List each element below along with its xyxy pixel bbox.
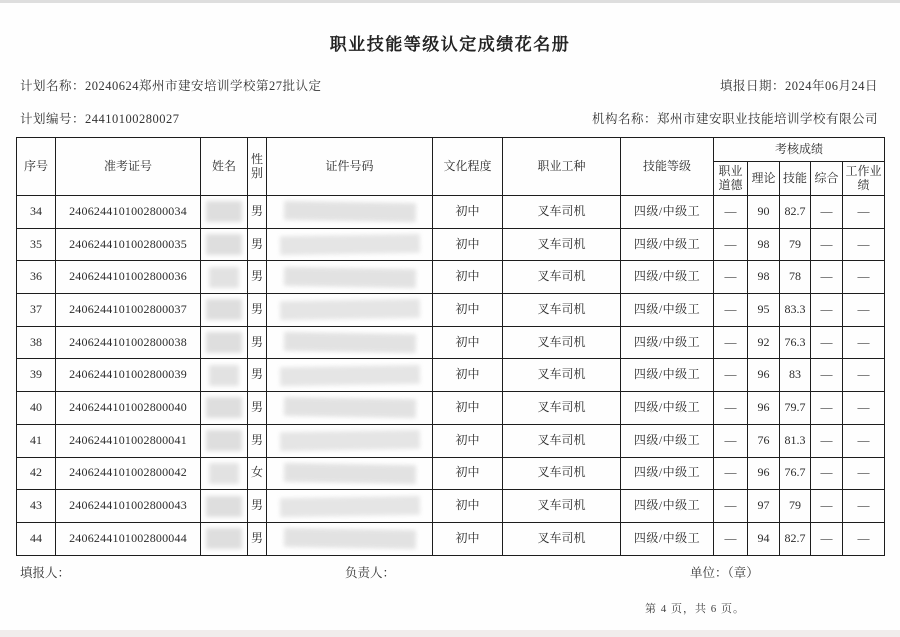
roster-table	[16, 137, 885, 556]
cell-occupation: 叉车司机	[503, 228, 621, 261]
cell-name	[201, 392, 248, 425]
redacted-name-blur	[209, 267, 239, 288]
page-title: 职业技能等级认定成绩花名册	[329, 35, 571, 54]
cell-work-score: —	[843, 326, 885, 359]
redacted-id-blur	[283, 397, 415, 418]
redacted-id-blur	[279, 365, 419, 386]
header-occupation: 职业工种	[503, 138, 621, 196]
cell-skill-level: 四级/中级工	[621, 261, 714, 294]
cell-education: 初中	[433, 457, 503, 490]
cell-theory-score: 98	[748, 261, 780, 294]
cell-occupation: 叉车司机	[503, 490, 621, 523]
cell-comprehensive-score: —	[811, 424, 843, 457]
table-row	[17, 457, 885, 490]
cell-education: 初中	[433, 490, 503, 523]
cell-comprehensive-score: —	[811, 392, 843, 425]
table-row	[17, 522, 885, 555]
redacted-name-blur	[206, 528, 242, 549]
cell-ethics-score: —	[714, 457, 748, 490]
cell-name	[201, 294, 248, 327]
table-row	[17, 294, 885, 327]
table-header	[17, 138, 885, 196]
cell-id-number	[267, 424, 433, 457]
filler-label: 填报人：	[20, 566, 71, 580]
cell-ticket: 2406244101002800044	[56, 522, 201, 555]
cell-name	[201, 228, 248, 261]
cell-id-number	[267, 196, 433, 229]
cell-occupation: 叉车司机	[503, 522, 621, 555]
header-comprehensive: 综合	[811, 162, 843, 196]
cell-skill-level: 四级/中级工	[621, 294, 714, 327]
redacted-id-blur	[283, 267, 415, 288]
cell-skill-level: 四级/中级工	[621, 359, 714, 392]
cell-ticket: 2406244101002800040	[56, 392, 201, 425]
cell-seq: 43	[17, 490, 56, 523]
cell-gender: 男	[248, 359, 267, 392]
cell-theory-score: 98	[748, 228, 780, 261]
cell-occupation: 叉车司机	[503, 359, 621, 392]
unit-label: 单位：（章）	[690, 566, 759, 580]
header-name: 姓名	[201, 138, 248, 196]
cell-skill-score: 82.7	[780, 522, 811, 555]
redacted-name-blur	[206, 397, 242, 418]
cell-education: 初中	[433, 261, 503, 294]
redacted-id-blur	[279, 234, 419, 255]
redacted-name-blur	[206, 332, 242, 353]
cell-education: 初中	[433, 424, 503, 457]
cell-occupation: 叉车司机	[503, 424, 621, 457]
page-number: 第 4 页，共 6 页。	[645, 603, 745, 615]
cell-gender: 男	[248, 326, 267, 359]
report-date: 填报日期：2024年06月24日	[719, 79, 878, 93]
cell-seq: 41	[17, 424, 56, 457]
cell-education: 初中	[433, 326, 503, 359]
cell-id-number	[267, 326, 433, 359]
cell-id-number	[267, 359, 433, 392]
cell-gender: 男	[248, 261, 267, 294]
cell-education: 初中	[433, 228, 503, 261]
header-ticket: 准考证号	[56, 138, 201, 196]
table-row	[17, 359, 885, 392]
cell-seq: 42	[17, 457, 56, 490]
cell-skill-level: 四级/中级工	[621, 457, 714, 490]
cell-theory-score: 97	[748, 490, 780, 523]
cell-gender: 女	[248, 457, 267, 490]
cell-theory-score: 96	[748, 392, 780, 425]
cell-ethics-score: —	[714, 261, 748, 294]
cell-ticket: 2406244101002800036	[56, 261, 201, 294]
cell-gender: 男	[248, 522, 267, 555]
manager-label: 负责人：	[345, 566, 396, 580]
cell-work-score: —	[843, 424, 885, 457]
table-row	[17, 490, 885, 523]
cell-comprehensive-score: —	[811, 228, 843, 261]
cell-skill-score: 78	[780, 261, 811, 294]
cell-work-score: —	[843, 294, 885, 327]
cell-ethics-score: —	[714, 392, 748, 425]
cell-skill-score: 83	[780, 359, 811, 392]
cell-theory-score: 90	[748, 196, 780, 229]
cell-id-number	[267, 294, 433, 327]
cell-skill-level: 四级/中级工	[621, 392, 714, 425]
cell-work-score: —	[843, 228, 885, 261]
cell-skill-level: 四级/中级工	[621, 228, 714, 261]
cell-comprehensive-score: —	[811, 457, 843, 490]
table-row	[17, 326, 885, 359]
cell-work-score: —	[843, 490, 885, 523]
cell-comprehensive-score: —	[811, 490, 843, 523]
cell-comprehensive-score: —	[811, 294, 843, 327]
redacted-name-blur	[209, 365, 239, 386]
cell-skill-score: 76.3	[780, 326, 811, 359]
cell-occupation: 叉车司机	[503, 326, 621, 359]
cell-theory-score: 92	[748, 326, 780, 359]
table-row	[17, 424, 885, 457]
table-row	[17, 261, 885, 294]
redacted-name-blur	[206, 201, 242, 222]
header-score-group: 考核成绩	[714, 138, 885, 162]
header-theory: 理论	[748, 162, 780, 196]
cell-name	[201, 196, 248, 229]
cell-gender: 男	[248, 490, 267, 523]
plan-number: 计划编号：24410100280027	[20, 112, 180, 126]
cell-theory-score: 94	[748, 522, 780, 555]
cell-seq: 34	[17, 196, 56, 229]
table-row	[17, 392, 885, 425]
header-ethics: 职业道德	[714, 162, 748, 196]
cell-theory-score: 96	[748, 359, 780, 392]
cell-id-number	[267, 457, 433, 490]
cell-skill-score: 76.7	[780, 457, 811, 490]
redacted-name-blur	[206, 496, 242, 517]
table-row	[17, 228, 885, 261]
cell-ticket: 2406244101002800038	[56, 326, 201, 359]
cell-work-score: —	[843, 392, 885, 425]
cell-work-score: —	[843, 359, 885, 392]
redacted-id-blur	[279, 430, 419, 451]
cell-education: 初中	[433, 294, 503, 327]
plan-name: 计划名称：20240624郑州市建安培训学校第27批认定	[20, 79, 322, 93]
cell-ethics-score: —	[714, 294, 748, 327]
cell-skill-score: 81.3	[780, 424, 811, 457]
cell-education: 初中	[433, 196, 503, 229]
cell-occupation: 叉车司机	[503, 196, 621, 229]
cell-comprehensive-score: —	[811, 196, 843, 229]
cell-work-score: —	[843, 261, 885, 294]
cell-gender: 男	[248, 392, 267, 425]
cell-name	[201, 424, 248, 457]
photo-bottom-edge	[0, 630, 900, 637]
cell-ticket: 2406244101002800041	[56, 424, 201, 457]
redacted-name-blur	[209, 463, 239, 484]
cell-education: 初中	[433, 359, 503, 392]
cell-gender: 男	[248, 424, 267, 457]
cell-ethics-score: —	[714, 196, 748, 229]
cell-ticket: 2406244101002800039	[56, 359, 201, 392]
cell-occupation: 叉车司机	[503, 457, 621, 490]
redacted-id-blur	[283, 528, 415, 549]
meta-row-2	[20, 109, 878, 127]
cell-ethics-score: —	[714, 359, 748, 392]
cell-seq: 39	[17, 359, 56, 392]
cell-occupation: 叉车司机	[503, 261, 621, 294]
cell-skill-level: 四级/中级工	[621, 522, 714, 555]
header-seq: 序号	[17, 138, 56, 196]
cell-gender: 男	[248, 196, 267, 229]
redacted-id-blur	[279, 299, 419, 320]
cell-work-score: —	[843, 457, 885, 490]
cell-theory-score: 95	[748, 294, 780, 327]
cell-comprehensive-score: —	[811, 326, 843, 359]
cell-name	[201, 326, 248, 359]
cell-theory-score: 76	[748, 424, 780, 457]
cell-name	[201, 490, 248, 523]
cell-seq: 35	[17, 228, 56, 261]
cell-skill-level: 四级/中级工	[621, 490, 714, 523]
meta-row-1	[20, 76, 878, 94]
header-id-number: 证件号码	[267, 138, 433, 196]
cell-comprehensive-score: —	[811, 522, 843, 555]
header-skill: 技能	[780, 162, 811, 196]
cell-ethics-score: —	[714, 522, 748, 555]
header-work: 工作业绩	[843, 162, 885, 196]
cell-ticket: 2406244101002800034	[56, 196, 201, 229]
cell-id-number	[267, 392, 433, 425]
cell-ethics-score: —	[714, 228, 748, 261]
cell-comprehensive-score: —	[811, 261, 843, 294]
cell-id-number	[267, 522, 433, 555]
cell-skill-level: 四级/中级工	[621, 196, 714, 229]
photo-top-edge	[0, 0, 900, 3]
cell-name	[201, 457, 248, 490]
cell-skill-level: 四级/中级工	[621, 326, 714, 359]
cell-name	[201, 359, 248, 392]
redacted-id-blur	[283, 201, 415, 222]
table-body	[17, 196, 885, 556]
table-row	[17, 196, 885, 229]
redacted-name-blur	[206, 299, 242, 320]
cell-ethics-score: —	[714, 326, 748, 359]
cell-ticket: 2406244101002800043	[56, 490, 201, 523]
cell-skill-score: 79.7	[780, 392, 811, 425]
cell-skill-score: 83.3	[780, 294, 811, 327]
cell-work-score: —	[843, 522, 885, 555]
redacted-name-blur	[206, 430, 242, 451]
header-skill-level: 技能等级	[621, 138, 714, 196]
cell-seq: 38	[17, 326, 56, 359]
cell-ethics-score: —	[714, 424, 748, 457]
redacted-id-blur	[283, 463, 415, 484]
cell-ticket: 2406244101002800037	[56, 294, 201, 327]
org-name: 机构名称：郑州市建安职业技能培训学校有限公司	[591, 112, 878, 126]
cell-work-score: —	[843, 196, 885, 229]
cell-education: 初中	[433, 522, 503, 555]
cell-gender: 男	[248, 294, 267, 327]
cell-skill-level: 四级/中级工	[621, 424, 714, 457]
redacted-name-blur	[206, 234, 242, 255]
cell-id-number	[267, 228, 433, 261]
cell-id-number	[267, 490, 433, 523]
cell-theory-score: 96	[748, 457, 780, 490]
cell-skill-score: 79	[780, 228, 811, 261]
redacted-id-blur	[279, 495, 419, 516]
cell-skill-score: 79	[780, 490, 811, 523]
cell-name	[201, 261, 248, 294]
cell-education: 初中	[433, 392, 503, 425]
cell-ticket: 2406244101002800035	[56, 228, 201, 261]
cell-occupation: 叉车司机	[503, 294, 621, 327]
cell-seq: 44	[17, 522, 56, 555]
cell-name	[201, 522, 248, 555]
header-gender: 性别	[248, 138, 267, 196]
cell-gender: 男	[248, 228, 267, 261]
cell-comprehensive-score: —	[811, 359, 843, 392]
cell-ticket: 2406244101002800042	[56, 457, 201, 490]
redacted-id-blur	[283, 332, 415, 353]
cell-seq: 36	[17, 261, 56, 294]
cell-occupation: 叉车司机	[503, 392, 621, 425]
cell-seq: 37	[17, 294, 56, 327]
header-education: 文化程度	[433, 138, 503, 196]
cell-skill-score: 82.7	[780, 196, 811, 229]
cell-id-number	[267, 261, 433, 294]
cell-seq: 40	[17, 392, 56, 425]
cell-ethics-score: —	[714, 490, 748, 523]
